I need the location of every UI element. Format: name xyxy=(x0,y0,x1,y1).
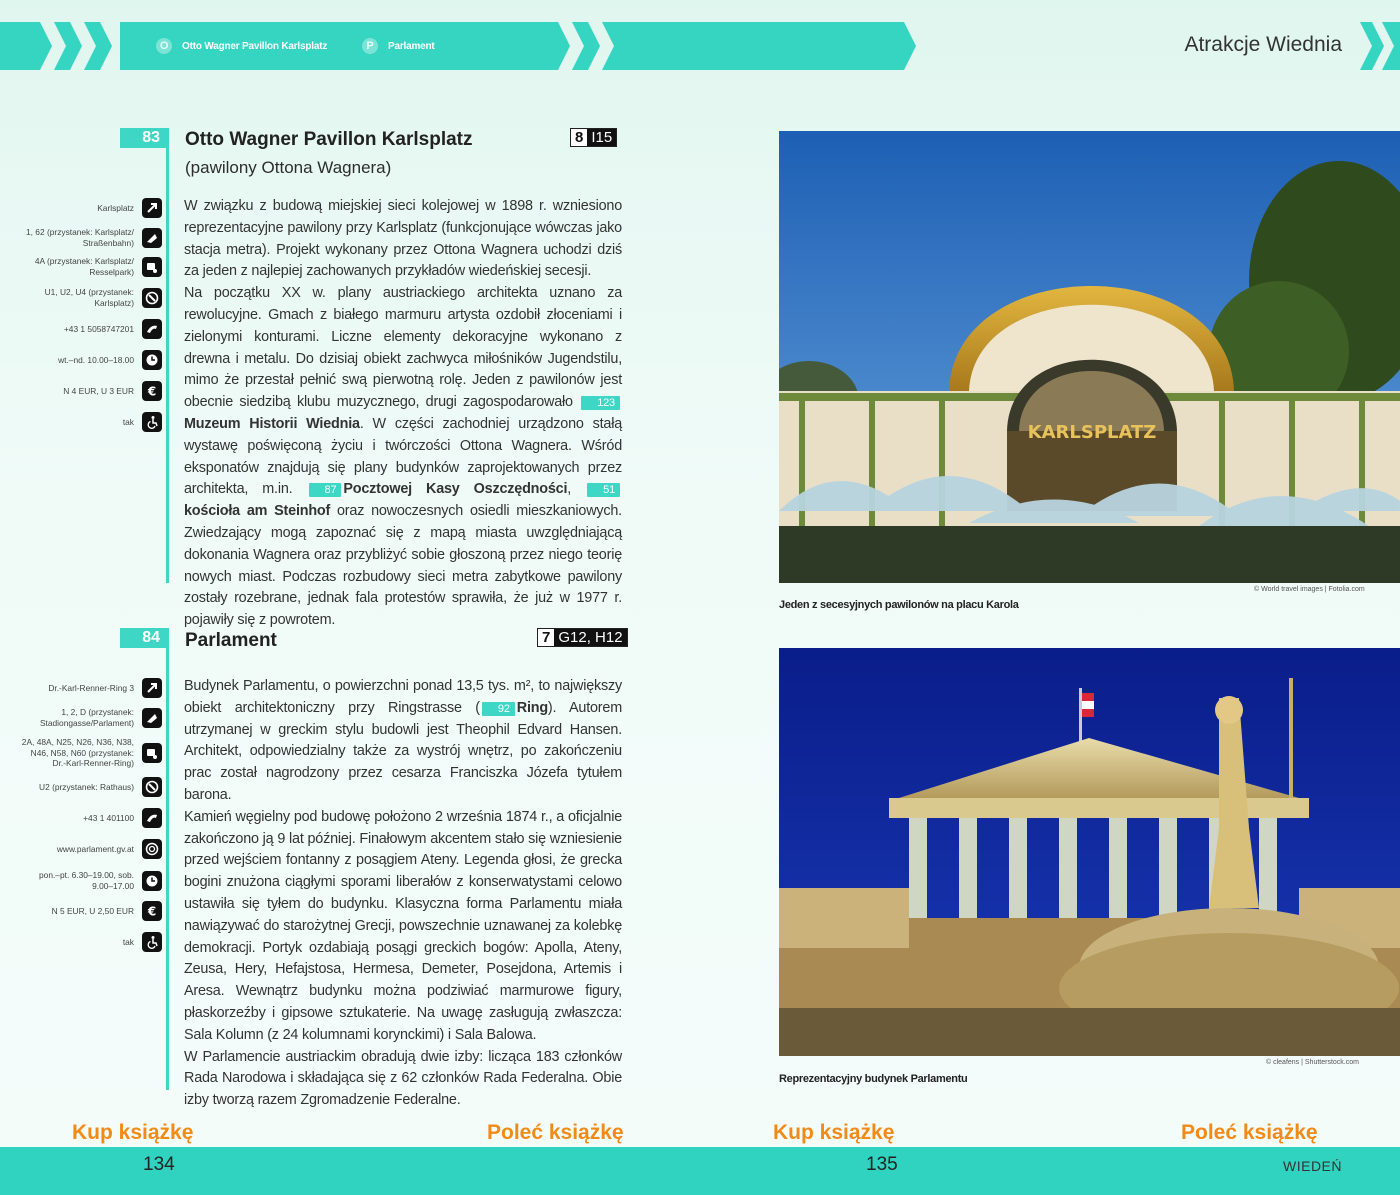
cross-ref-link[interactable]: Muzeum Historii Wiednia xyxy=(184,415,360,432)
info-text: wt.–nd. 10.00–18.00 xyxy=(58,354,134,365)
info-text: +43 1 401100 xyxy=(83,812,134,823)
footer-band xyxy=(0,1147,1400,1195)
info-accessibility xyxy=(20,932,162,952)
info-text: Karlsplatz xyxy=(97,202,134,213)
info-text: U2 (przystanek: Rathaus) xyxy=(39,781,134,792)
info-hours xyxy=(20,870,162,891)
svg-text:€: € xyxy=(147,904,157,918)
text-run: Na początku XX w. plany austriackiego architekta uznano za rewolucyjne. Gmach z białego marmuru artysta ozdobił złoceniami i zielonymi konturami. Liczne elementy dekoracyjne wykonano z drewna i metalu. Do dzisiaj obiekt zachwyca miłośników Jugendstilu, mimo że przestał pełnić swą pierwotną rolę. Jeden z pawilonów jest obecnie siedzibą klubu muzycznego, drugi zagospodarowało xyxy=(184,285,622,411)
info-text: N 4 EUR, U 3 EUR xyxy=(63,385,134,396)
info-tram xyxy=(20,227,162,248)
nav-letter: O xyxy=(156,38,172,54)
info-bus xyxy=(20,737,162,769)
buy-book-link[interactable]: Kup książkę xyxy=(773,1121,895,1144)
metro-icon xyxy=(142,288,162,308)
recommend-book-link[interactable]: Poleć książkę xyxy=(487,1121,624,1144)
paragraph xyxy=(184,676,622,807)
section-subtitle: (pawilony Ottona Wagnera) xyxy=(185,158,392,177)
section-number: 84 xyxy=(120,628,166,648)
phone-icon xyxy=(142,808,162,828)
tram-icon xyxy=(142,708,162,728)
nav-label: Otto Wagner Pavillon Karlsplatz xyxy=(182,40,328,52)
info-text: 1, 62 (przystanek: Karlsplatz/ Straßenbahn) xyxy=(26,227,134,248)
info-text: U1, U2, U4 (przystanek: Karlsplatz) xyxy=(44,287,134,308)
tram-icon xyxy=(142,228,162,248)
metro-icon xyxy=(142,777,162,797)
photo-credit: © World travel images | Fotolia.com xyxy=(1254,586,1365,593)
photo-credit: © cleafens | Shutterstock.com xyxy=(1266,1059,1359,1066)
cross-ref-badge[interactable]: 92 xyxy=(482,702,515,716)
text-run: oraz nowoczesnych osiedli mieszkaniowych. Zwiedzający mogą zapoznać się z mapą miasta uwzględniającą dokonania Wagnera oraz przybliżyć sobie głoszoną przez niego teorię nowych miast. Podczas rozbudowy sieci metra zabytkowe pawilony zostały rozebrane, jednak fala protestów sprawiła, że już w 1977 r. pojawiły się z powrotem. xyxy=(184,503,622,629)
info-text: pon.–pt. 6.30–19.00, sob. 9.00–17.00 xyxy=(39,870,134,891)
page-number-left: 134 xyxy=(143,1154,175,1175)
info-metro xyxy=(20,777,162,797)
recommend-book-link[interactable]: Poleć książkę xyxy=(1181,1121,1318,1144)
wheelchair-icon xyxy=(142,412,162,432)
info-bus xyxy=(20,256,162,277)
cross-ref-link[interactable]: kościoła am Steinhof xyxy=(184,503,331,520)
paragraph: W Parlamencie austriackim obradują dwie izby: licząca 183 członków Rada Narodowa i składająca się z 62 członków Rada Federalna. Obie izby tworzą razem Zgromadzenie Federalne. xyxy=(184,1048,622,1109)
map-reference[interactable] xyxy=(537,628,628,647)
photo-parliament xyxy=(779,648,1400,1056)
photo-caption: Reprezentacyjny budynek Parlamentu xyxy=(779,1073,968,1085)
section-body xyxy=(184,196,622,632)
info-hours xyxy=(20,350,162,370)
map-grid: I15 xyxy=(587,129,616,146)
nav-item-parlament[interactable] xyxy=(362,38,435,54)
cross-ref-link[interactable]: Ring xyxy=(516,699,548,716)
map-reference[interactable] xyxy=(570,128,617,147)
photo-karlsplatz-pavilion xyxy=(779,131,1400,583)
info-phone xyxy=(20,808,162,828)
info-text: +43 1 5058747201 xyxy=(63,323,134,334)
cross-ref-badge[interactable]: 51 xyxy=(587,483,620,497)
bus-icon xyxy=(142,257,162,277)
cross-ref-link[interactable]: Pocztowej Kasy Oszczędności xyxy=(343,481,568,498)
section-body xyxy=(184,676,622,1112)
paragraph: Kamień węgielny pod budowę położono 2 września 1874 r., a oficjalnie zakończono ją 9 lat później. Finałowym akcentem stało się wzniesienie przed wejściem fontanny z posągiem Ateny. Legenda głosi, że grecka bogini znużona ciągłymi sporami liberałów z konserwatystami celowo ustawiła się tyłem do budynku. Klasyczna forma Parlamentu miała nawiązywać do starożytnej Grecji, powszechnie uznawanej za kolebkę demokracji. Portyk ozdabiają posągi greckich bogów: Apolla, Ateny, Zeusa, Hery, Hefajstosa, Hermesa, Demeter, Posejdona, Artemis i Aresa. Wewnątrz budynku można podziwiać marmurowe figury, płaskorzeźby i gipsowe sztukaterie. Na uwagę zasługują zwłaszcza: Sala Kolumn (z 24 kolumnami korynckimi) i Sala Balowa. xyxy=(184,808,622,1043)
clock-icon xyxy=(142,350,162,370)
info-price xyxy=(20,901,162,921)
location-icon xyxy=(142,678,162,698)
map-grid: G12, H12 xyxy=(554,629,626,646)
section-number: 83 xyxy=(120,128,166,148)
bus-icon xyxy=(142,743,162,763)
buy-book-link[interactable]: Kup książkę xyxy=(72,1121,194,1144)
phone-icon xyxy=(142,319,162,339)
section-line xyxy=(166,628,169,1090)
euro-icon xyxy=(142,901,162,921)
section-line xyxy=(166,128,169,583)
info-metro xyxy=(20,287,162,308)
nav-item-otto-wagner[interactable] xyxy=(156,38,327,54)
info-text: Dr.-Karl-Renner-Ring 3 xyxy=(48,682,134,693)
text-run: , xyxy=(567,481,572,498)
paragraph xyxy=(184,283,622,632)
map-page: 7 xyxy=(538,629,554,646)
paragraph: W związku z budową miejskiej sieci kolejowej w 1898 r. wzniesiono reprezentacyjne pawilony przy Karlsplatz (funkcjonujące wówczas jako stacja metra). Projekt wykonany przez Ottona Wagnera uchodzi dziś za jeden z najlepiej zachowanych przykładów wiedeńskiej secesji. xyxy=(184,198,622,280)
page-number-right: 135 xyxy=(866,1154,898,1175)
page-title: Atrakcje Wiednia xyxy=(1184,33,1342,56)
info-text: 2A, 48A, N25, N26, N36, N38, N46, N58, N60 (przystanek: Dr.-Karl-Renner-Ring) xyxy=(21,737,134,768)
info-address xyxy=(20,198,162,218)
info-text: tak xyxy=(122,936,134,947)
photo-caption: Jeden z secesyjnych pawilonów na placu Karola xyxy=(779,599,1019,611)
clock-icon xyxy=(142,871,162,891)
info-text: 4A (przystanek: Karlsplatz/ Resselpark) xyxy=(34,256,134,277)
info-price xyxy=(20,381,162,401)
map-page: 8 xyxy=(571,129,587,146)
section-title: Parlament xyxy=(185,630,277,651)
info-text: 1, 2, D (przystanek: Stadiongasse/Parlament) xyxy=(39,707,134,728)
info-accessibility xyxy=(20,412,162,432)
footer-city: WIEDEŃ xyxy=(1283,1158,1342,1174)
nav-label: Parlament xyxy=(388,40,435,52)
info-text: tak xyxy=(122,416,134,427)
web-icon xyxy=(142,839,162,859)
info-text[interactable]: www.parlament.gv.at xyxy=(56,843,134,854)
section-title: Otto Wagner Pavillon Karlsplatz xyxy=(185,129,473,150)
cross-ref-badge[interactable]: 87 xyxy=(309,483,342,497)
svg-text:€: € xyxy=(147,384,157,398)
text-run: Budynek Parlamentu, o powierzchni ponad 13,5 tys. m², to największy obiekt architektoniczny przy Ringstrasse ( xyxy=(184,678,622,716)
info-phone xyxy=(20,319,162,339)
info-website[interactable] xyxy=(20,839,162,859)
wheelchair-icon xyxy=(142,932,162,952)
info-text: N 5 EUR, U 2,50 EUR xyxy=(51,905,134,916)
karlsplatz-sign: KARLSPLATZ xyxy=(1027,422,1157,443)
info-tram xyxy=(20,707,162,728)
info-address xyxy=(20,678,162,698)
text-run: ). Autorem utrzymanej w greckim stylu budowli jest Theophil Edvard Hansen. Architekt, odpowiedzialny także za wystrój wnętrz, po zakończeniu prac został nagrodzony przez cesarza Franciszka Józefa tytułem barona. xyxy=(184,699,622,803)
text-run: . W części zachodniej urządzono stałą wystawę poświęconą życiu i twórczości Ottona Wagnera. Wśród eksponatów znajdują się plany budynków zaprojektowanych przez architekta, m.in. xyxy=(184,415,623,498)
nav-letter: P xyxy=(362,38,378,54)
cross-ref-badge[interactable]: 123 xyxy=(581,396,620,410)
euro-icon xyxy=(142,381,162,401)
location-icon xyxy=(142,198,162,218)
